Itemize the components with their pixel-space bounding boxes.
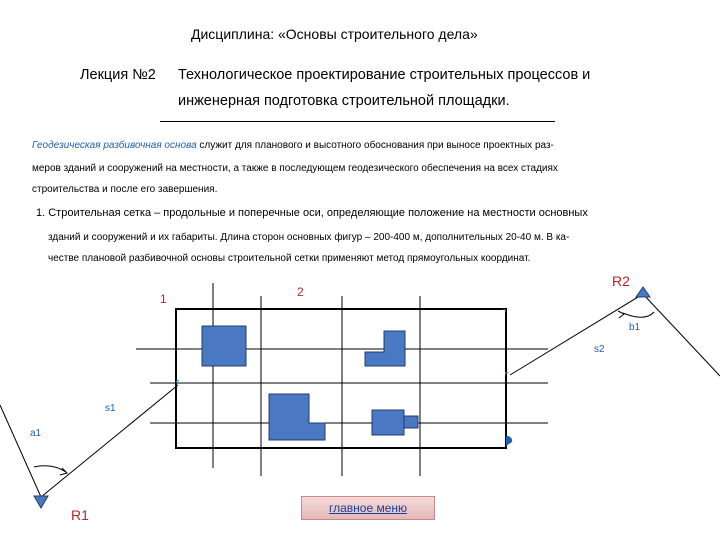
arrow-head — [618, 311, 624, 318]
discipline-heading: Дисциплина: «Основы строительного дела» — [191, 26, 478, 42]
survey-line — [0, 405, 41, 497]
list-item-1-line-2: зданий и сооружений и их габариты. Длина сторон основных фигур – 200-400 м, дополнительных 20-40 м. В ка- — [48, 232, 570, 243]
lecture-title-line-2: инженерная подготовка строительной площадки. — [178, 93, 510, 109]
survey-line — [643, 294, 720, 376]
survey-line — [41, 385, 178, 497]
benchmark-label-r2: R2 — [612, 273, 630, 289]
paragraph-line-2: меров зданий и сооружений на местности, а также в последующем геодезического обеспечения на всех стадиях — [32, 163, 558, 174]
point-label-1: 1 — [160, 292, 167, 306]
paragraph-line-3: строительства и после его завершения. — [32, 184, 218, 195]
distance-label-s1: s1 — [105, 403, 116, 414]
main-menu-link[interactable]: главное меню — [328, 501, 408, 515]
angle-label-a1: a1 — [30, 428, 42, 439]
point-label-2: 2 — [297, 285, 304, 299]
benchmark-label-r1: R1 — [71, 507, 89, 523]
benchmark-r2-triangle — [636, 287, 650, 297]
angle-arc-a1 — [34, 466, 66, 472]
lecture-title-line-1: Технологическое проектирование строительных процессов и — [178, 67, 591, 83]
angle-arc-b1 — [623, 312, 654, 317]
main-menu-button[interactable] — [301, 496, 435, 520]
building-annex — [404, 416, 418, 428]
building-large-l-shape — [269, 394, 325, 440]
benchmark-r1-triangle — [34, 496, 48, 508]
building-small — [372, 410, 404, 435]
list-item-1-line-3: честве плановой разбивочной основы строительной сетки применяют метод прямоугольных координат. — [48, 253, 531, 264]
marker-point — [506, 436, 512, 446]
term-geodetic-base: Геодезическая разбивочная основа — [32, 140, 197, 151]
angle-label-b1: b1 — [629, 322, 641, 333]
paragraph-line-1-text: служит для планового и высотного обоснования при выносе проектных раз- — [196, 140, 554, 151]
survey-line — [510, 294, 643, 375]
building-square — [202, 326, 246, 366]
list-item-1-line-1: 1. Строительная сетка – продольные и поперечные оси, определяющие положение на местности основных — [36, 207, 588, 219]
lecture-number: Лекция №2 — [80, 67, 156, 83]
distance-label-s2: s2 — [594, 344, 605, 355]
